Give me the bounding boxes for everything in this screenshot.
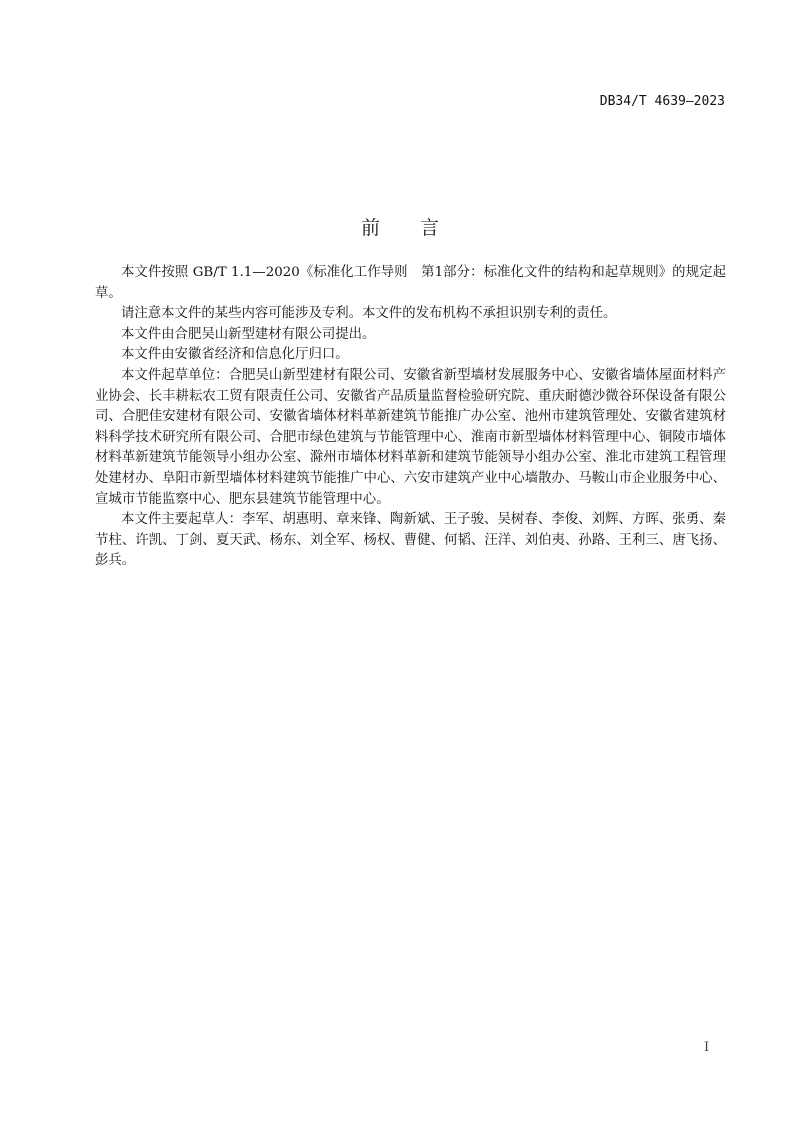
title-char-1: 前 xyxy=(360,216,380,239)
page-number: I xyxy=(704,1040,710,1055)
paragraph-patent-notice: 请注意本文件的某些内容可能涉及专利。本文件的发布机构不承担识别专利的责任。 xyxy=(121,306,617,322)
page-title xyxy=(0,213,800,240)
standard-code: DB34/T 4639—2023 xyxy=(599,94,725,109)
paragraph-drafting-units: 本文件起草单位：合肥吴山新型建材有限公司、安徽省新型墙材发展服务中心、安徽省墙体屋面材料产业协会、长丰耕耘农工贸有限责任公司、安徽省产品质量监督检验研究院、重庆耐德沙微谷环保设备有限公司、合肥佳安建材有限公司、安徽省墙体材料革新建筑节能推广办公室、池州市建筑管理处、安徽省建筑材料科学技术研究所有限公司、合肥市绿色建筑与节能管理中心、淮南市新型墙体材料管理中心、铜陵市墙体材料革新建筑节能领导小组办公室、滁州市墙体材料革新和建筑节能领导小组办公室、淮北市建筑工程管理处建材办、阜阳市新型墙体材料建筑节能推广中心、六安市建筑产业中心墙散办、马鞍山市企业服务中心、宣城市节能监察中心、肥东县建筑节能管理中心。 xyxy=(95,367,726,507)
paragraph-drafting-basis: 本文件按照 GB/T 1.1—2020《标准化工作导则 第1部分：标准化文件的结构和起草规则》的规定起草。 xyxy=(95,265,726,301)
title-char-2: 言 xyxy=(420,216,440,239)
paragraph-administrator: 本文件由安徽省经济和信息化厅归口。 xyxy=(121,347,349,363)
foreword-body xyxy=(95,263,726,572)
paragraph-proposer: 本文件由合肥吴山新型建材有限公司提出。 xyxy=(121,326,376,342)
paragraph-drafters: 本文件主要起草人：李军、胡惠明、章来锋、陶新斌、王子骏、吴树春、李俊、刘辉、方晖、张勇、秦节柱、许凯、丁剑、夏天武、杨东、刘全军、杨权、曹健、何韬、汪洋、刘伯夷、孙路、王利三、唐飞扬、彭兵。 xyxy=(95,512,726,569)
